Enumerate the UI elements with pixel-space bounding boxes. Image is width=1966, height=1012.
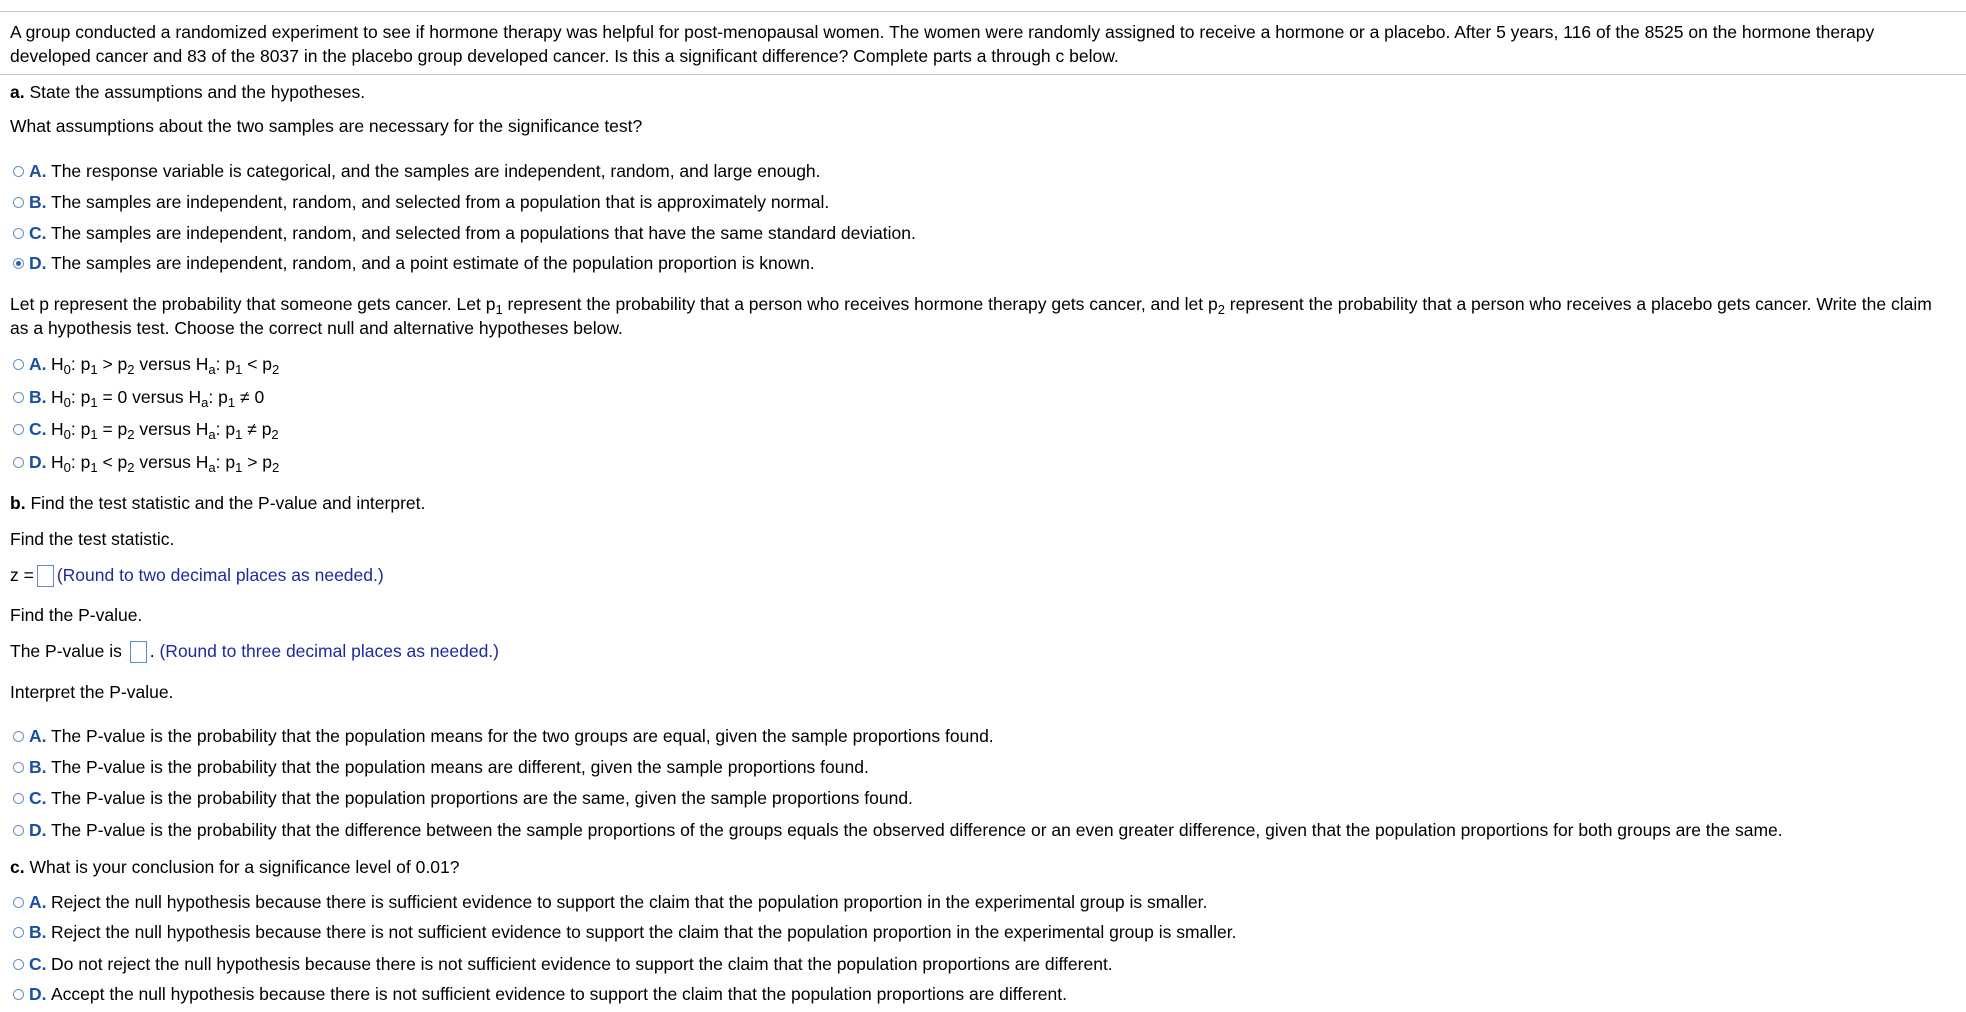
claim-text-3: represent the probability that a person who receives a placebo gets cancer. Write the claim as a hypothesis test. Choose the correct null and alternative hypotheses below. xyxy=(10,294,1932,338)
p-value-input[interactable] xyxy=(130,641,147,663)
find-test-statistic: Find the test statistic. xyxy=(10,529,175,549)
z-row xyxy=(10,565,384,587)
part-a-heading xyxy=(10,82,365,103)
option-text: The P-value is the probability that the population means are different, given the sample proportions found. xyxy=(51,757,869,777)
hypothesis-option-a[interactable] xyxy=(13,354,279,375)
p-value-row xyxy=(10,641,499,663)
find-p-value: Find the P-value. xyxy=(10,605,143,625)
radio-icon[interactable] xyxy=(13,166,24,177)
part-b-heading xyxy=(10,493,425,514)
claim-intro xyxy=(10,292,1950,340)
radio-icon[interactable] xyxy=(13,359,24,370)
z-input[interactable] xyxy=(37,565,54,587)
hypothesis-text: $H_0$: $p_1 < p_2$ versus $H_a$: $p_1 > p_2$ xyxy=(51,452,280,475)
z-hint: (Round to two decimal places as needed.) xyxy=(56,565,384,585)
conclusion-option-b[interactable] xyxy=(13,922,1237,943)
conclusion-option-a[interactable] xyxy=(13,892,1207,913)
p1-subscript: 1 xyxy=(495,302,503,317)
part-c-label: c. xyxy=(10,857,25,877)
option-text: Reject the null hypothesis because there is not sufficient evidence to support the claim that the population proportion in the experimental group is smaller. xyxy=(51,922,1237,942)
claim-text-1: Let p represent the probability that someone gets cancer. Let p xyxy=(10,294,496,314)
option-text: The samples are independent, random, and a point estimate of the population proportion is known. xyxy=(51,253,815,273)
hypothesis-option-d[interactable] xyxy=(13,452,279,473)
option-letter: D. xyxy=(29,820,47,840)
option-text: The P-value is the probability that the population proportions are the same, given the sample proportions found. xyxy=(51,788,913,808)
conclusion-option-c[interactable] xyxy=(13,954,1113,975)
question-intro: A group conducted a randomized experiment to see if hormone therapy was helpful for post-menopausal women. The women were randomly assigned to receive a hormone or a placebo. After 5 years, 116 of the 8525 on the hormone therapy developed cancer and 83 of the 8037 in the placebo group developed cancer. Is this a significant difference? Complete parts a through c below. xyxy=(10,22,1875,66)
radio-icon[interactable] xyxy=(13,228,24,239)
claim-text-2: represent the probability that a person who receives hormone therapy gets cancer, and let p xyxy=(502,294,1218,314)
option-text: The response variable is categorical, and the samples are independent, random, and large enough. xyxy=(51,161,821,181)
radio-icon[interactable] xyxy=(13,392,24,403)
hypothesis-option-c[interactable] xyxy=(13,419,279,440)
part-a-label: a. xyxy=(10,82,25,102)
hypothesis-text: $H_0$: $p_1 > p_2$ versus $H_a$: $p_1 < p_2$ xyxy=(51,354,280,377)
part-b-label: b. xyxy=(10,493,26,513)
option-letter: D. xyxy=(29,253,47,273)
assumption-option-b[interactable] xyxy=(13,192,829,213)
part-a-title: State the assumptions and the hypotheses. xyxy=(29,82,366,102)
option-letter: B. xyxy=(29,757,47,777)
option-letter: D. xyxy=(29,984,47,1004)
option-letter: C. xyxy=(29,788,47,808)
p-value-suffix: . xyxy=(149,641,155,661)
option-letter: C. xyxy=(29,954,47,974)
option-text: Do not reject the null hypothesis because there is not sufficient evidence to support the claim that the population proportions are different. xyxy=(51,954,1113,974)
interpret-option-a[interactable] xyxy=(13,726,994,747)
option-text: The P-value is the probability that the population means for the two groups are equal, given the sample proportions found. xyxy=(51,726,994,746)
part-c-heading xyxy=(10,857,459,878)
hypothesis-option-b[interactable] xyxy=(13,387,264,408)
option-letter: A. xyxy=(29,354,47,374)
p-value-hint: (Round to three decimal places as needed.) xyxy=(159,641,499,661)
conclusion-option-d[interactable] xyxy=(13,984,1067,1005)
assumption-prompt: What assumptions about the two samples are necessary for the significance test? xyxy=(10,116,643,136)
option-text: The samples are independent, random, and selected from a populations that have the same standard deviation. xyxy=(51,223,916,243)
section-divider xyxy=(0,74,1966,75)
radio-icon[interactable] xyxy=(13,457,24,468)
assumption-option-d[interactable] xyxy=(13,253,815,274)
radio-icon[interactable] xyxy=(13,793,24,804)
option-letter: D. xyxy=(29,452,47,472)
option-letter: A. xyxy=(29,726,47,746)
option-letter: A. xyxy=(29,892,47,912)
radio-icon[interactable] xyxy=(13,762,24,773)
hypothesis-text: $H_0$: $p_1 = p_2$ versus $H_a$: $p_1 \ne p_2$ xyxy=(51,419,279,442)
option-letter: C. xyxy=(29,223,47,243)
option-letter: B. xyxy=(29,192,47,212)
radio-icon[interactable] xyxy=(13,897,24,908)
option-text: Reject the null hypothesis because there is sufficient evidence to support the claim that the population proportion in the experimental group is smaller. xyxy=(51,892,1208,912)
p-value-prefix: The P-value is xyxy=(10,641,122,661)
interpret-option-b[interactable] xyxy=(13,757,869,778)
radio-icon[interactable] xyxy=(13,927,24,938)
radio-icon[interactable] xyxy=(13,197,24,208)
option-text: The samples are independent, random, and selected from a population that is approximately normal. xyxy=(51,192,830,212)
option-letter: A. xyxy=(29,161,47,181)
interpret-prompt: Interpret the P-value. xyxy=(10,682,174,702)
radio-icon[interactable] xyxy=(13,959,24,970)
top-divider xyxy=(0,11,1966,12)
assumption-option-a[interactable] xyxy=(13,161,821,182)
radio-icon[interactable] xyxy=(13,825,24,836)
interpret-option-c[interactable] xyxy=(13,788,913,809)
radio-icon[interactable] xyxy=(13,424,24,435)
radio-icon[interactable] xyxy=(13,989,24,1000)
p2-subscript: 2 xyxy=(1217,302,1225,317)
hypothesis-text: $H_0$: $p_1 = 0$ versus $H_a$: $p_1 \ne 0$ xyxy=(51,387,265,410)
z-prefix: z = xyxy=(10,565,34,585)
option-text: Accept the null hypothesis because there is not sufficient evidence to support the claim that the population proportions are different. xyxy=(51,984,1067,1004)
radio-selected-icon[interactable] xyxy=(13,258,24,269)
part-b-title: Find the test statistic and the P-value and interpret. xyxy=(30,493,426,513)
assumption-option-c[interactable] xyxy=(13,223,916,244)
interpret-option-d[interactable] xyxy=(13,820,1783,841)
option-letter: B. xyxy=(29,922,47,942)
part-c-title: What is your conclusion for a significance level of 0.01? xyxy=(29,857,460,877)
option-text: The P-value is the probability that the difference between the sample proportions of the groups equals the observed difference or an even greater difference, given that the population proportions for both groups are the same. xyxy=(51,820,1783,840)
option-letter: B. xyxy=(29,387,47,407)
radio-icon[interactable] xyxy=(13,731,24,742)
option-letter: C. xyxy=(29,419,47,439)
